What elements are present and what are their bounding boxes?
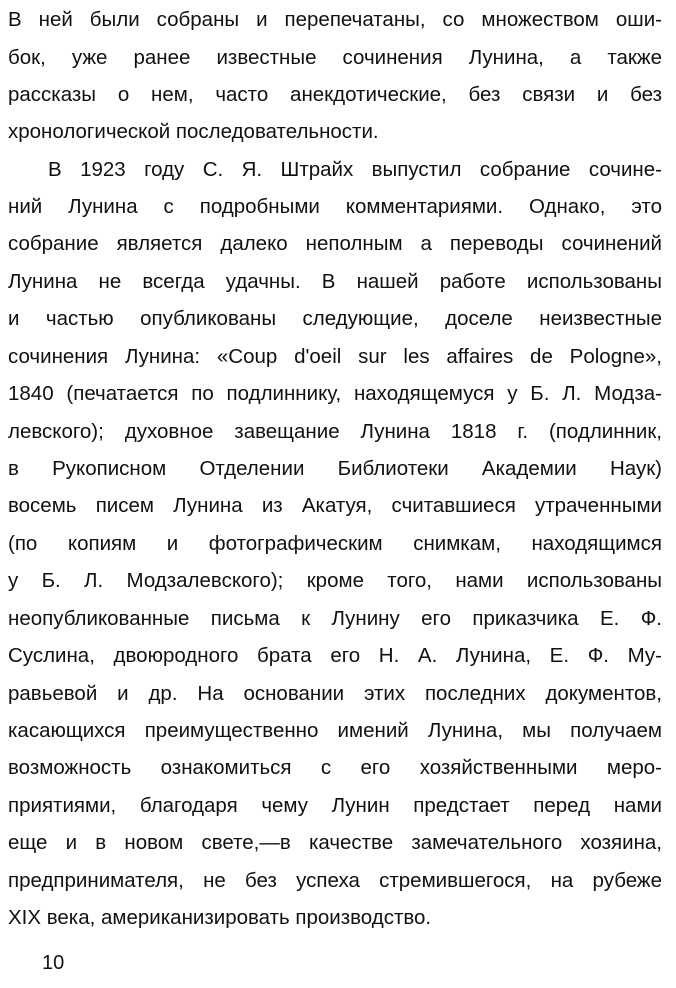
- text-line-content: неопубликованные письма к Лунину его приказчика Е. Ф.: [8, 607, 662, 630]
- text-line: [0, 750, 676, 786]
- text-line: [0, 601, 676, 637]
- page-number: 10: [42, 952, 65, 974]
- text-line: [0, 676, 676, 712]
- text-line-content: XIX века, американизировать производство.: [8, 906, 432, 929]
- text-line: [0, 189, 676, 225]
- text-line-content: 1840 (печатается по подлиннику, находящемуся у Б. Л. Модза-: [8, 382, 662, 405]
- text-line-content: у Б. Л. Модзалевского); кроме того, нами использованы: [8, 569, 662, 592]
- text-line: [0, 376, 676, 412]
- text-line-content: В 1923 году С. Я. Штрайх выпустил собрание сочине-: [48, 158, 662, 181]
- text-line-content: касающихся преимущественно имений Лунина, мы получаем: [8, 719, 662, 742]
- text-line: [0, 40, 676, 76]
- text-line-content: Суслина, двоюродного брата его Н. А. Лунина, Е. Ф. Му-: [8, 644, 662, 667]
- text-line: [0, 451, 676, 487]
- text-line-content: (по копиям и фотографическим снимкам, находящимся: [8, 532, 662, 555]
- text-line-content: в Рукописном Отделении Библиотеки Академии Наук): [8, 457, 662, 480]
- text-line-content: и частью опубликованы следующие, доселе неизвестные: [8, 307, 662, 330]
- text-line: [0, 77, 676, 113]
- text-line: [0, 488, 676, 524]
- text-line: [0, 526, 676, 562]
- text-line: [0, 339, 676, 375]
- text-line: [0, 2, 676, 38]
- text-line-content: приятиями, благодаря чему Лунин предстает перед нами: [8, 794, 662, 817]
- text-line-content: Лунина не всегда удачны. В нашей работе использованы: [8, 270, 662, 293]
- text-line: [0, 264, 676, 300]
- text-line: [0, 825, 676, 861]
- text-line-content: ний Лунина с подробными комментариями. Однако, это: [8, 195, 662, 218]
- text-line: [0, 788, 676, 824]
- text-line-content: сочинения Лунина: «Coup d'oeil sur les affaires de Pologne»,: [8, 345, 662, 368]
- text-line: [0, 863, 676, 899]
- text-line-content: возможность ознакомиться с его хозяйственными меро-: [8, 756, 662, 779]
- text-line: [0, 900, 676, 936]
- text-line: [0, 301, 676, 337]
- text-line-content: еще и в новом свете,—в качестве замечательного хозяина,: [8, 831, 662, 854]
- text-line: [0, 152, 676, 188]
- text-line-content: равьевой и др. На основании этих последних документов,: [8, 682, 662, 705]
- text-line: [0, 713, 676, 749]
- text-line: [0, 226, 676, 262]
- text-line: [0, 563, 676, 599]
- text-line-content: восемь писем Лунина из Акатуя, считавшиеся утраченными: [8, 494, 662, 517]
- text-line-content: предпринимателя, не без успеха стремившегося, на рубеже: [8, 869, 662, 892]
- text-line-content: хронологической последовательности.: [8, 120, 379, 143]
- text-line-content: рассказы о нем, часто анекдотические, без связи и без: [8, 83, 662, 106]
- text-line-content: левского); духовное завещание Лунина 1818 г. (подлинник,: [8, 420, 662, 443]
- text-line: [0, 114, 676, 150]
- text-line-content: бок, уже ранее известные сочинения Лунина, а также: [8, 46, 662, 69]
- text-line: [0, 414, 676, 450]
- text-line-content: собрание является далеко неполным а переводы сочинений: [8, 232, 662, 255]
- text-line: [0, 638, 676, 674]
- text-line-content: В ней были собраны и перепечатаны, со множеством оши-: [8, 8, 662, 31]
